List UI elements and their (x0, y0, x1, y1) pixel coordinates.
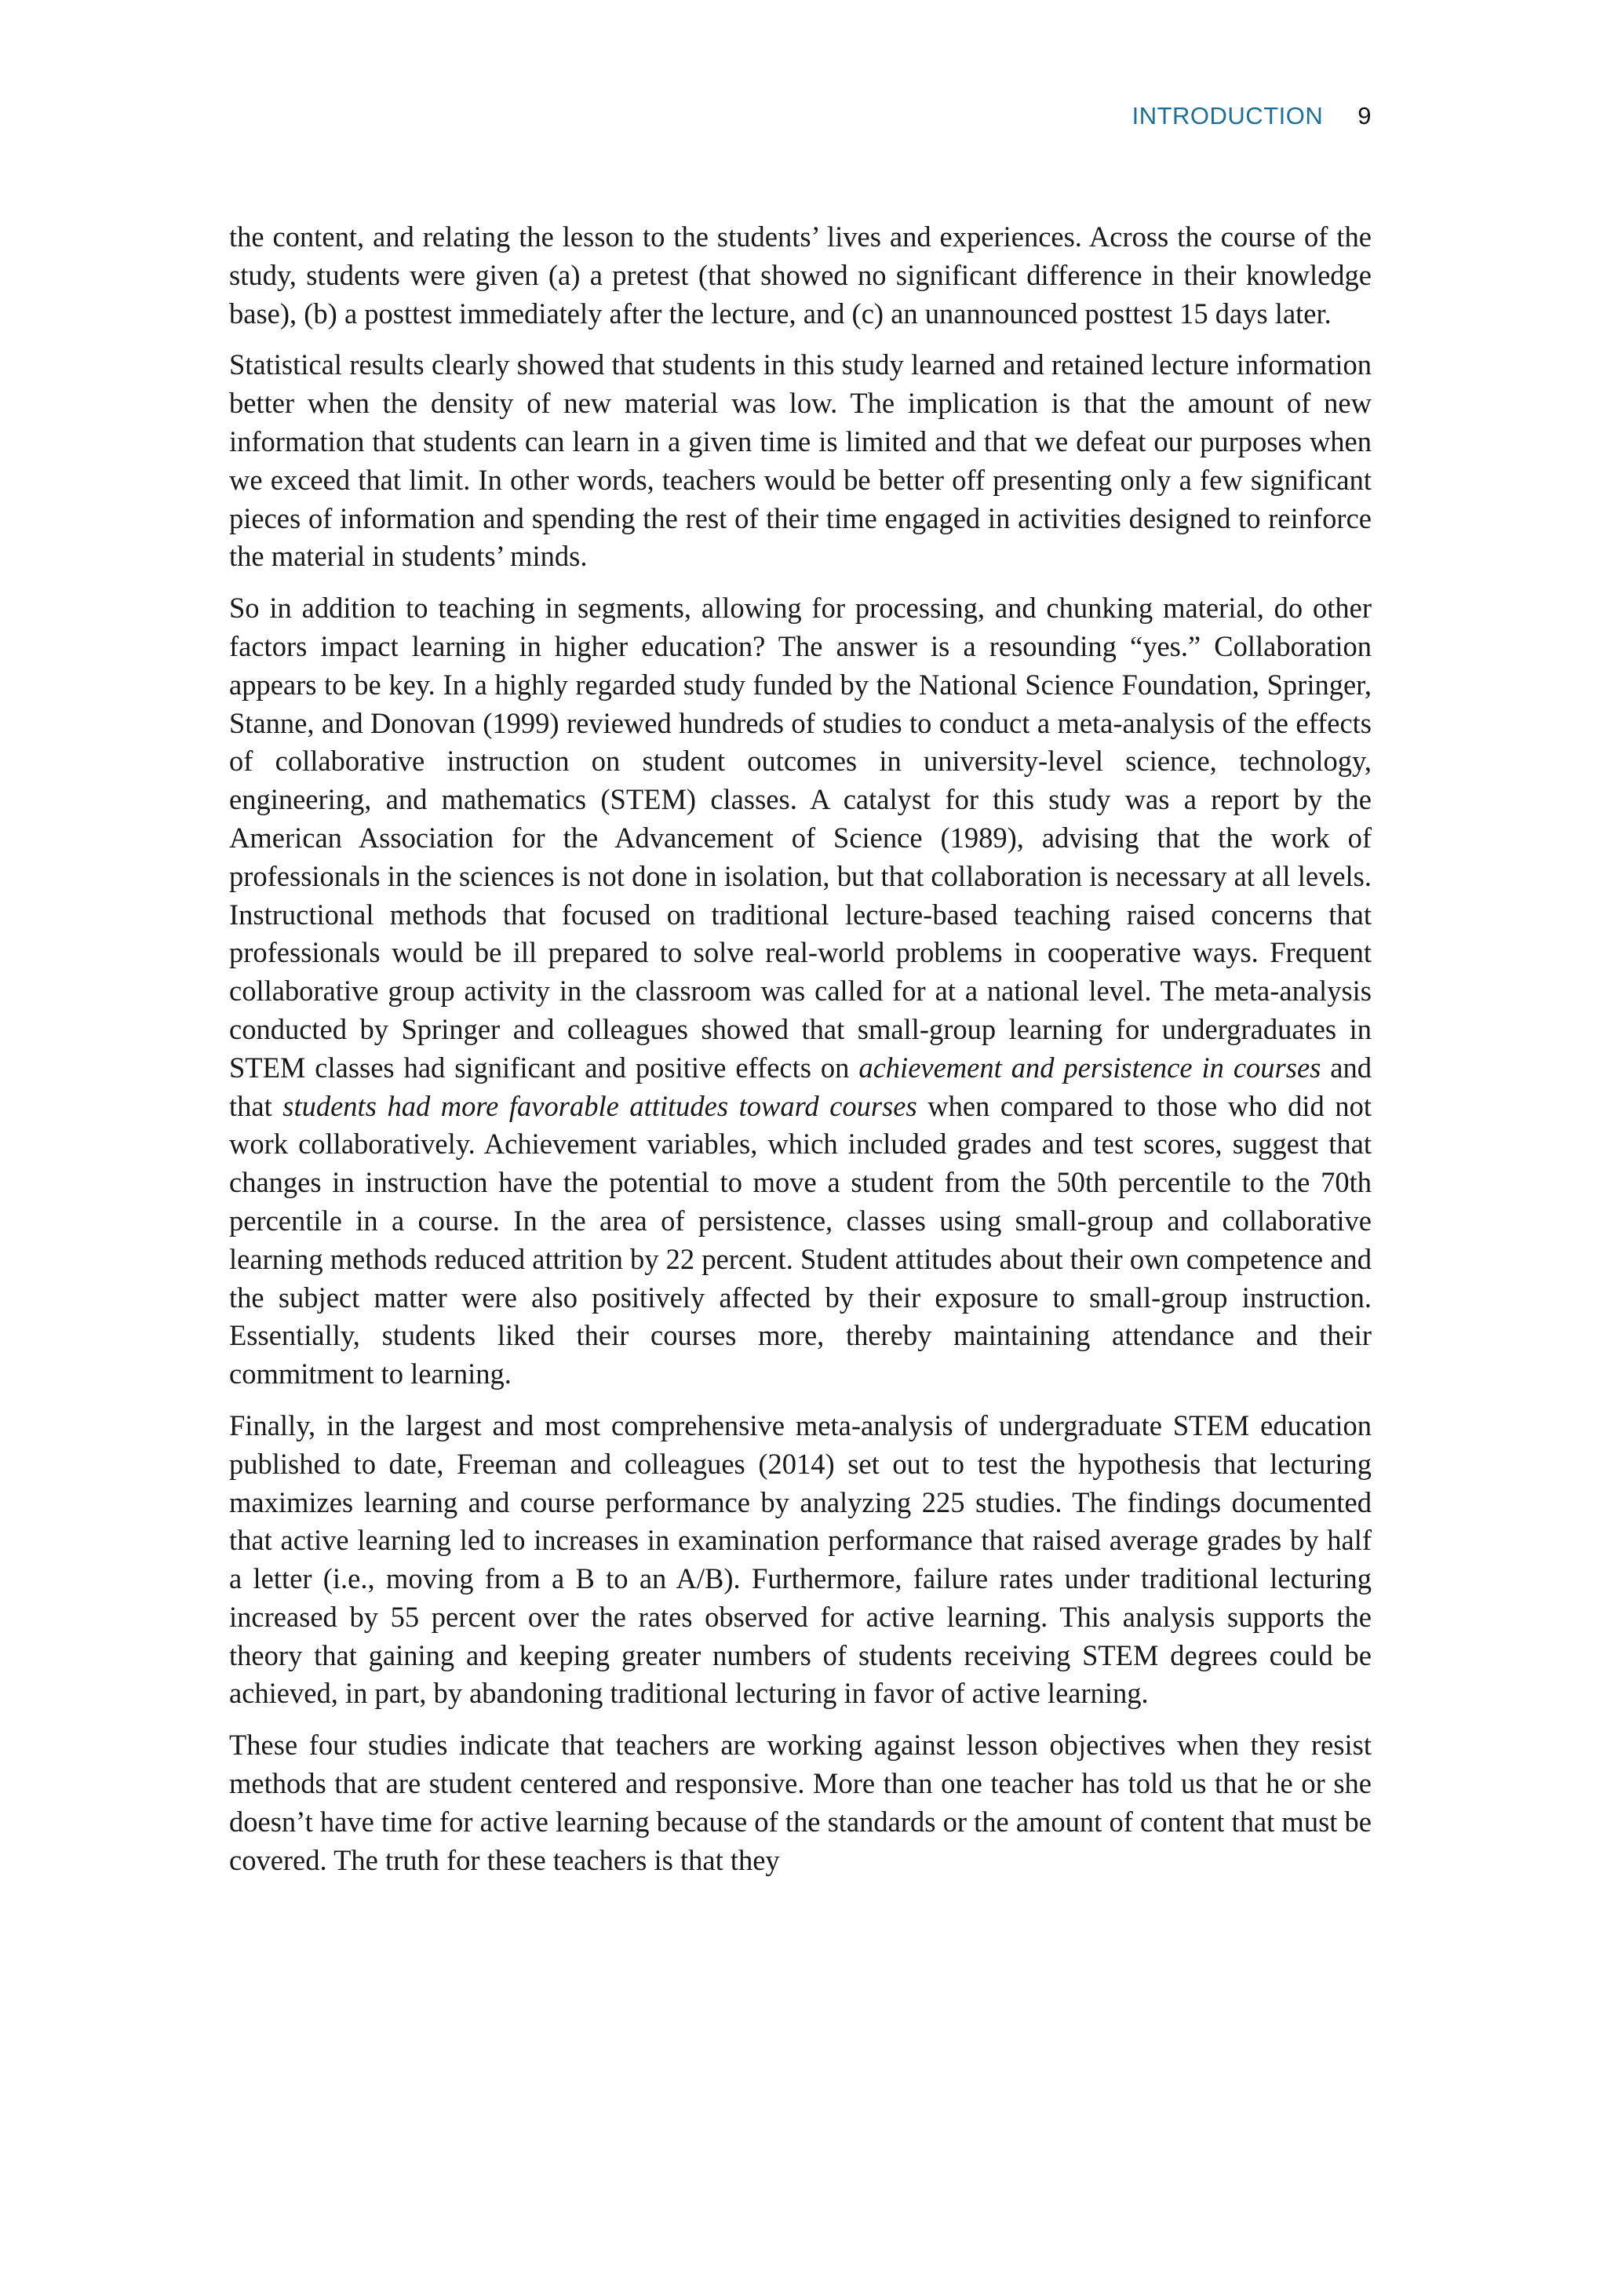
paragraph-3-italic-b: students had more favorable attitudes toward courses (282, 1089, 917, 1122)
section-title: INTRODUCTION (1131, 102, 1324, 129)
page-number: 9 (1357, 102, 1372, 129)
paragraph-5: These four studies indicate that teachers are working against lesson objectives when they resist methods that are student centered and responsive. More than one teacher has told us that he or she doesn’t have time for active learning because of the standards or the amount of content that must be covered. The truth for these teachers is that they (229, 1729, 1372, 1876)
paragraph-4: Finally, in the largest and most comprehensive meta-analysis of undergraduate STEM education published to date, Freeman and colleagues (2014) set out to test the hypothesis that lecturing maximizes learning and course performance by analyzing 225 studies. The findings documented that active learning led to increases in examination performance that raised average grades by half a letter (i.e., moving from a B to an A/B). Furthermore, failure rates under traditional lecturing increased by 55 percent over the rates observed for active learning. This analysis supports the theory that gaining and keeping greater numbers of students receiving STEM degrees could be achieved, in part, by abandoning traditional lecturing in favor of active learning. (229, 1409, 1372, 1710)
body-text (229, 218, 1372, 1893)
paragraph-3-italic-a: achievement and persistence in courses (858, 1051, 1321, 1084)
running-head (1020, 102, 1372, 130)
paragraph-1: the content, and relating the lesson to the students’ lives and experiences. Across the course of the study, students were given (a) a pretest (that showed no significant difference in their knowledge base), (b) a posttest immediately after the lecture, and (c) an unannounced posttest 15 days later. (229, 220, 1372, 330)
paragraph-3 (229, 589, 1372, 1394)
paragraph-2: Statistical results clearly showed that students in this study learned and retained lecture information better when the density of new material was low. The implication is that the amount of new information that students can learn in a given time is limited and that we defeat our purposes when we exceed that limit. In other words, teachers would be better off presenting only a few significant pieces of information and spending the rest of their time engaged in activities designed to reinforce the material in students’ minds. (229, 348, 1372, 573)
paragraph-3-text-c: when compared to those who did not work collaboratively. Achievement variables, which included grades and test scores, suggest that changes in instruction have the potential to move a student from the 50th percentile to the 70th percentile in a course. In the area of persistence, classes using small-group and collaborative learning methods reduced attrition by 22 percent. Student attitudes about their own competence and the subject matter were also positively affected by their exposure to small-group instruction. Essentially, students liked their courses more, thereby maintaining attendance and their commitment to learning. (229, 1089, 1372, 1390)
paragraph-3-text-b: and that (229, 1051, 1372, 1122)
paragraph-3-text-a: So in addition to teaching in segments, allowing for processing, and chunking material, do other factors impact learning in higher education? The answer is a resounding “yes.” Collaboration appears to be key. In a highly regarded study funded by the National Science Foundation, Springer, Stanne, and Donovan (1999) reviewed hundreds of studies to conduct a meta-analysis of the effects of collaborative instruction on student outcomes in university-level science, technology, engineering, and mathematics (STEM) classes. A catalyst for this study was a report by the American Association for the Advancement of Science (1989), advising that the work of professionals in the sciences is not done in isolation, but that collaboration is necessary at all levels. Instructional methods that focused on traditional lecture-based teaching raised concerns that professionals would be ill prepared to solve real-world problems in cooperative ways. Frequent collaborative group activity in the classroom was called for at a national level. The meta-analysis conducted by Springer and colleagues showed that small-group learning for undergraduates in STEM classes had significant and positive effects on (229, 592, 1372, 1084)
